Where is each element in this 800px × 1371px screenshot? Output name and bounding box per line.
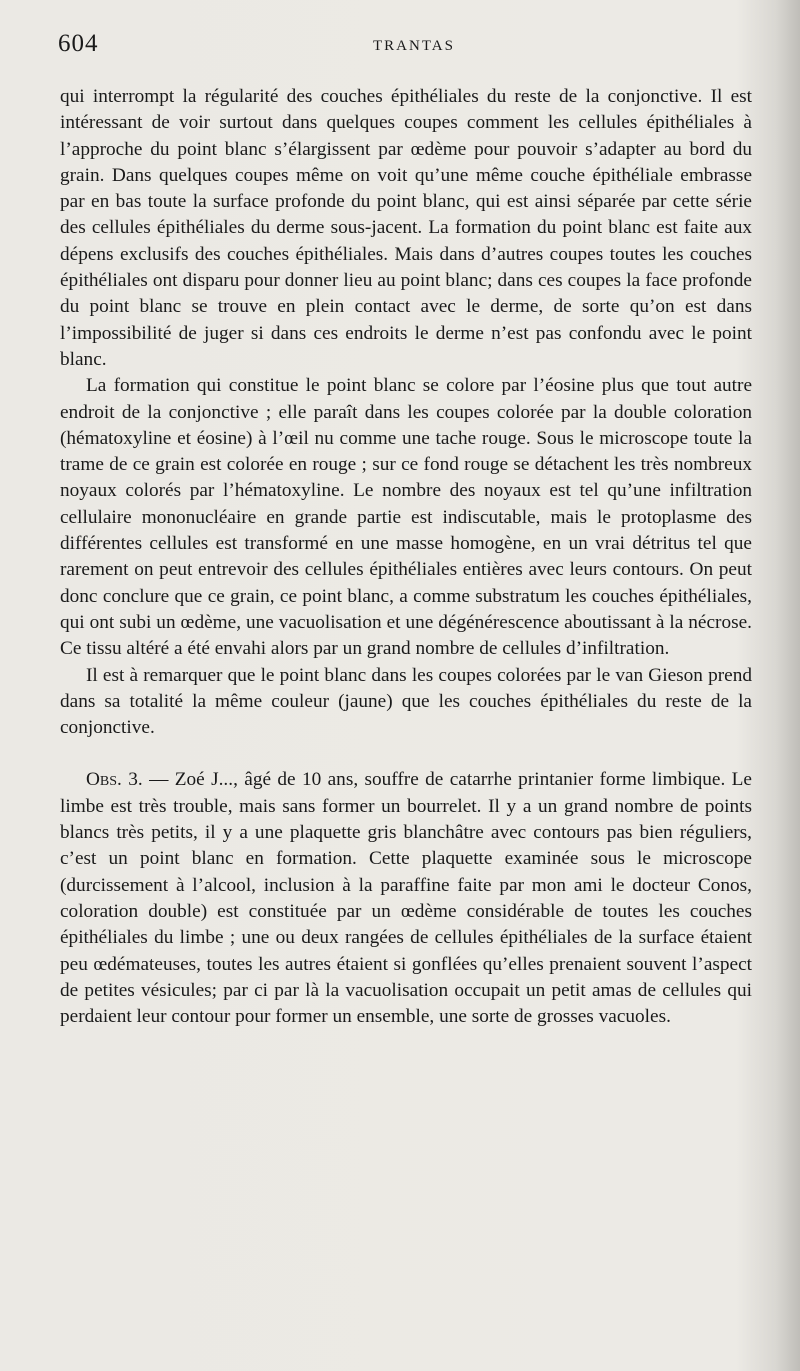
paragraph-continuation: qui interrompt la régularité des couches épithéliales du reste de la conjonctive. Il est intéressant de voir surtout dans quelques coupes comment les cellules épithéliales à l’approche du point blanc s’élargissent par œdème pour pouvoir s’adapter au bord du grain. Dans quelques coupes même on voit qu’une même couche épithéliale embrasse par en bas toute la surface profonde du point blanc, qui est ainsi séparée par cette série des cellules épithéliales du derme sous-jacent. La formation du point blanc est faite aux dépens exclusifs des couches épithéliales. Mais dans d’autres coupes toutes les couches épithéliales ont disparu pour donner lieu au point blanc; dans ces coupes la face profonde du point blanc se trouve en plein contact avec le derme, de sorte qu’on est dans l’impossibilité de juger si dans ces endroits le derme n’est pas confondu avec le point blanc. — [60, 86, 752, 370]
observation-paragraph — [60, 767, 752, 1030]
observation-label: Obs. 3. — [86, 769, 143, 791]
page-header — [58, 30, 758, 62]
running-title: TRANTAS — [373, 38, 455, 54]
body-text — [60, 84, 752, 1030]
paragraph-van-gieson: Il est à remarquer que le point blanc dans les coupes colorées par le van Gieson prend dans sa totalité la même couleur (jaune) que les couches épithéliales du reste de la conjonctive. — [60, 664, 752, 739]
observation-text: — Zoé J..., âgé de 10 ans, souffre de catarrhe printanier forme limbique. Le limbe est très trouble, mais sans former un bourrelet. Il y a un grand nombre de points blancs très petits, il y a une plaquette gris blanchâtre avec contours pas bien réguliers, c’est un point blanc en formation. Cette plaquette examinée sous le microscope (durcissement à l’alcool, inclusion à la paraffine faite par mon ami le docteur Conos, coloration double) est constituée par un œdème considérable de toutes les couches épithéliales du limbe ; une ou deux rangées de cellules épithéliales de la surface étaient peu œdémateuses, toutes les autres étaient si gonflées qu’elles prenaient souvent l’aspect de petites vésicules; par ci par là la vacuolisation occupait un petit amas de cellules qui perdaient leur contour pour former un ensemble, une sorte de grosses vacuoles. — [60, 769, 752, 1028]
page-number: 604 — [58, 30, 99, 57]
section-spacer — [60, 741, 752, 767]
paragraph-eosin-staining: La formation qui constitue le point blanc se colore par l’éosine plus que tout autre endroit de la conjonctive ; elle paraît dans les coupes colorée par la double coloration (hématoxyline et éosine) à l’œil nu comme une tache rouge. Sous le microscope toute la trame de ce grain est colorée en rouge ; sur ce fond rouge se détachent les très nombreux noyaux colorés par l’hématoxyline. Le nombre des noyaux est tel qu’une infiltration cellulaire mononucléaire en grande partie est indiscutable, mais le protoplasme des différentes cellules est transformé en une masse homogène, en un vrai détritus tel que rarement on peut entrevoir des cellules épithéliales entières avec leurs contours. On peut donc conclure que ce grain, ce point blanc, a comme substratum les couches épithéliales, qui ont subi un œdème, une vacuolisation et une dégénérescence aboutissant à la nécrose. Ce tissu altéré a été envahi alors par un grand nombre de cellules d’infiltration. — [60, 375, 752, 660]
